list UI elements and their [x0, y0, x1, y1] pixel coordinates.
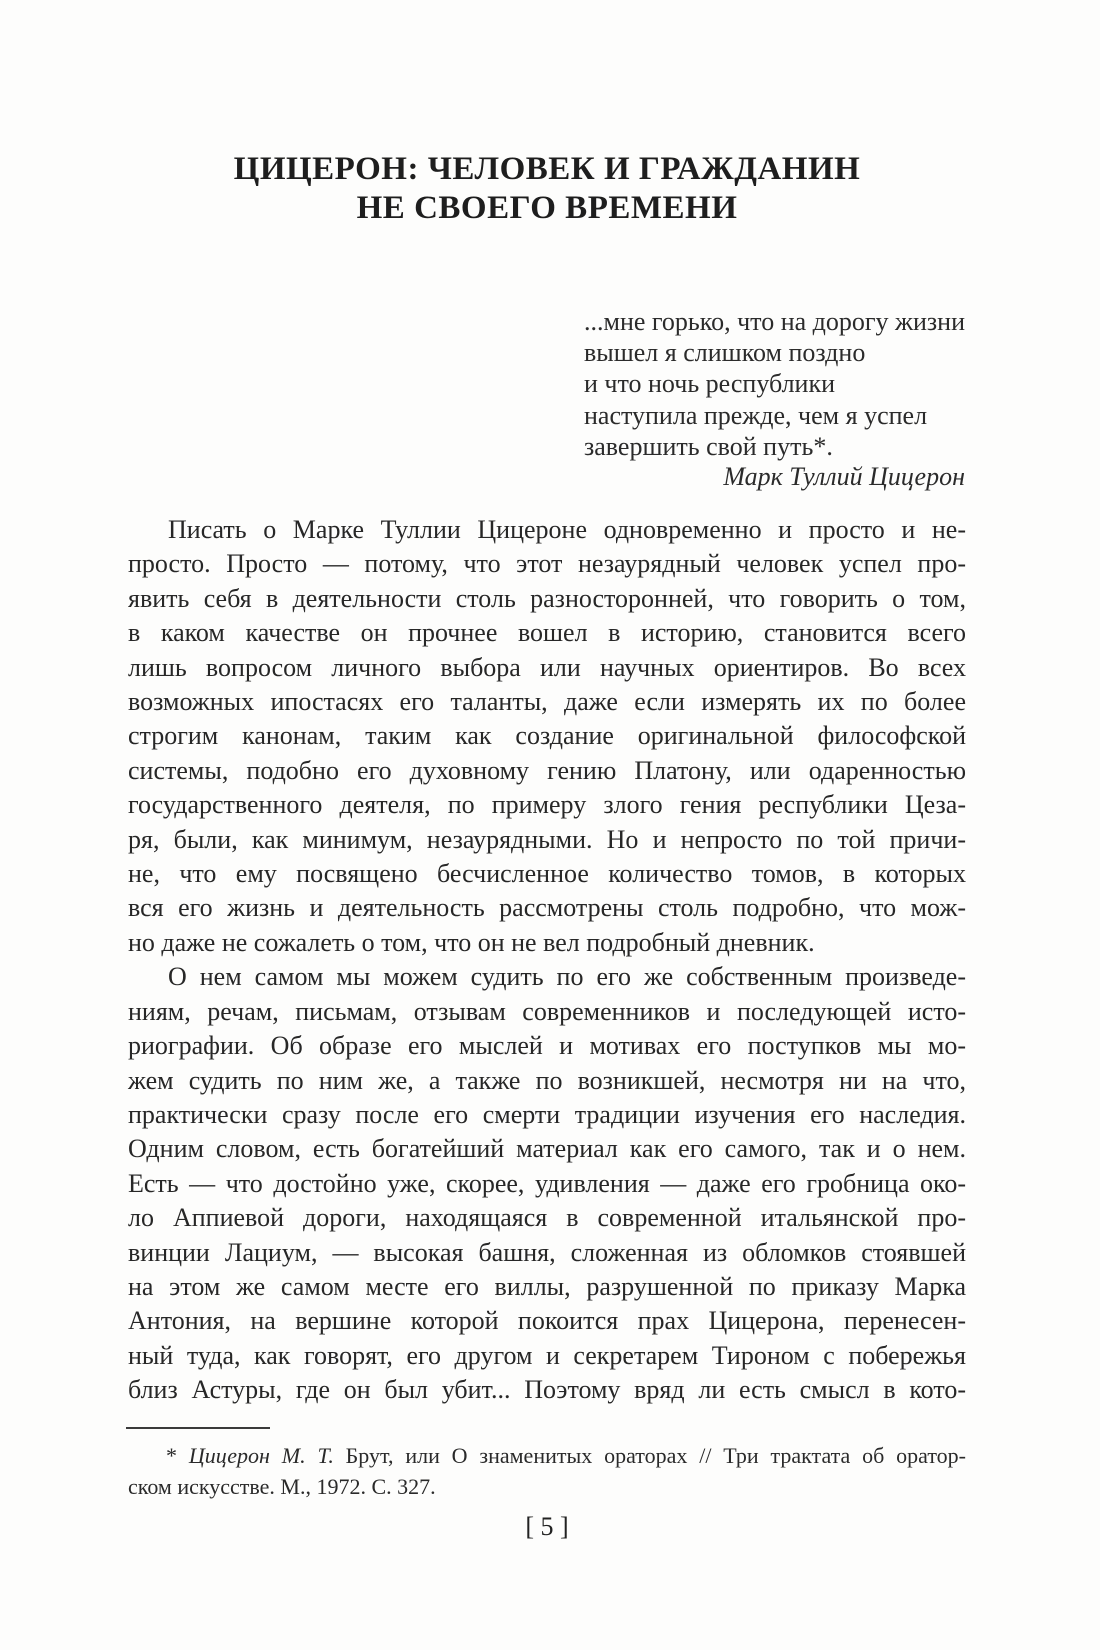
body-line: практически сразу после его смерти традиции изучения его наследия. — [128, 1099, 966, 1129]
body-line: вся его жизнь и деятельность рассмотрены столь подробно, что мож- — [128, 893, 966, 923]
body-text — [128, 513, 966, 1408]
footnote-text: Брут, или О знаменитых ораторах // Три трактата об оратор- — [345, 1443, 966, 1468]
body-line: но даже не сожалеть о том, что он не вел подробный дневник. — [128, 927, 815, 957]
body-line: просто. Просто — потому, что этот незаурядный человек успел про- — [128, 549, 966, 579]
body-line: ря, были, как минимум, незаурядными. Но и непросто по той причи- — [128, 824, 966, 854]
footnote-line-2: ском искусстве. М., 1972. С. 327. — [128, 1474, 436, 1499]
footnote-marker: * — [166, 1443, 177, 1468]
body-line: системы, подобно его духовному гению Платону, или одаренностью — [128, 755, 966, 785]
page-number: [ 5 ] — [525, 1512, 569, 1541]
epigraph-line: вышел я слишком поздно — [584, 338, 866, 368]
body-line: Писать о Марке Туллии Цицероне одновременно и просто и не- — [168, 515, 966, 544]
body-line: Одним словом, есть богатейший материал как его самого, так и о нем. — [128, 1134, 966, 1164]
footnote-author: Цицерон М. Т. — [188, 1443, 334, 1468]
footnote — [128, 1440, 966, 1502]
body-line: явить себя в деятельности столь разносторонней, что говорить о том, — [128, 583, 966, 613]
body-line: государственного деятеля, по примеру злого гения республики Цеза- — [128, 790, 966, 820]
body-line: лишь вопросом личного выбора или научных ориентиров. Во всех — [128, 652, 966, 682]
body-line: О нем самом мы можем судить по его же собственным произведе- — [168, 962, 966, 992]
footnote-line-1 — [128, 1440, 966, 1471]
epigraph-attribution: Марк Туллий Цицерон — [723, 462, 965, 491]
epigraph — [584, 306, 966, 462]
body-line: не, что ему посвящено бесчисленное количество томов, в которых — [128, 859, 966, 889]
body-line: жем судить по ним же, а также по возникшей, несмотря ни на что, — [128, 1065, 966, 1095]
body-line: строгим канонам, таким как создание оригинальной философской — [128, 721, 966, 751]
footnote-separator — [126, 1427, 270, 1429]
epigraph-line: завершить свой путь*. — [584, 431, 833, 461]
title-line-1: ЦИЦЕРОН: ЧЕЛОВЕК И ГРАЖДАНИН — [233, 151, 861, 187]
body-line: Антония, на вершине которой покоится прах Цицерона, перенесен- — [128, 1306, 966, 1336]
epigraph-line: и что ночь республики — [584, 369, 835, 399]
body-line: возможных ипостасях его таланты, даже если измерять их по более — [128, 687, 966, 717]
body-line: Есть — что достойно уже, скорее, удивления — даже его гробница око- — [128, 1168, 966, 1198]
body-line: риографии. Об образе его мыслей и мотивах его поступков мы мо- — [128, 1031, 966, 1061]
title-line-2: НЕ СВОЕГО ВРЕМЕНИ — [356, 190, 738, 226]
epigraph-line: ...мне горько, что на дорогу жизни — [584, 307, 966, 336]
epigraph-line: наступила прежде, чем я успел — [584, 400, 928, 430]
page-title — [128, 150, 966, 228]
body-line: в каком качестве он прочнее вошел в историю, становится всего — [128, 618, 966, 648]
body-line: близ Астуры, где он был убит... Поэтому вряд ли есть смысл в кото- — [128, 1375, 966, 1405]
body-line: ниям, речам, письмам, отзывам современников и последующей исто- — [128, 996, 966, 1026]
body-line: ло Аппиевой дороги, находящаяся в современной итальянской про- — [128, 1203, 966, 1233]
body-line: ный туда, как говорят, его другом и секретарем Тироном с побережья — [128, 1340, 966, 1370]
body-line: винции Лациум, — высокая башня, сложенная из обломков стоявшей — [128, 1237, 966, 1267]
body-line: на этом же самом месте его виллы, разрушенной по приказу Марка — [128, 1271, 966, 1301]
